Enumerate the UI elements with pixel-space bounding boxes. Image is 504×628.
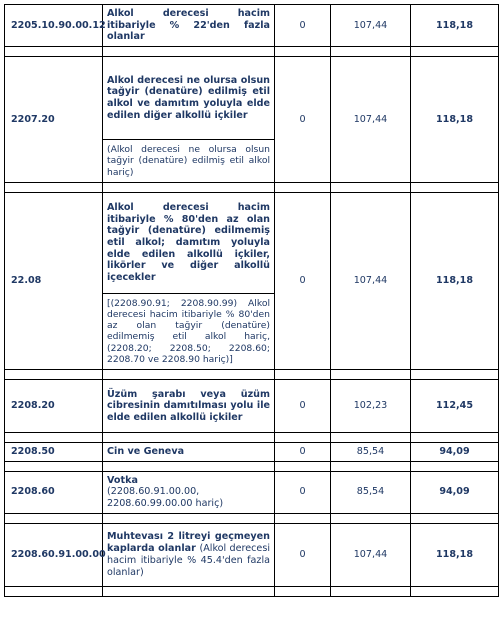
table-row (5, 523, 499, 586)
total-value: 118,18 (411, 192, 499, 369)
gtip-code: 2208.60 (5, 471, 103, 513)
spacer-row (5, 586, 499, 596)
spacer-row (5, 513, 499, 523)
rate-value: 0 (275, 380, 331, 433)
total-value: 112,45 (411, 380, 499, 433)
item-name: Votka (107, 474, 138, 486)
spacer-row (5, 182, 499, 192)
amount-value: 102,23 (331, 380, 411, 433)
amount-value: 85,54 (331, 443, 411, 462)
item-exclusion-note: (Alkol derecesi ne olursa olsun tağyir (denatüre) edilmiş etil alkol hariç) (103, 140, 275, 183)
gtip-code: 2208.20 (5, 380, 103, 433)
item-description (103, 523, 275, 586)
item-exclusion-note: (Alkol derecesi hacim itibariyle % 45.4'den fazla olanlar) (107, 543, 270, 578)
item-name: Muhtevası 2 litreyi geçmeyen kaplarda olanlar (107, 531, 270, 555)
spacer-row (5, 433, 499, 443)
table-row (5, 57, 499, 140)
tariff-table (4, 4, 499, 597)
spacer-row (5, 47, 499, 57)
votka-line (107, 475, 270, 487)
rate-value: 0 (275, 57, 331, 183)
item-description: Alkol derecesi hacim itibariyle % 22'den fazla olanlar (103, 5, 275, 47)
total-value: 118,18 (411, 5, 499, 47)
gtip-code: 2207.20 (5, 57, 103, 183)
amount-value: 107,44 (331, 192, 411, 369)
item-description: Alkol derecesi hacim itibariyle % 80'den az olan tağyir (denatüre) edilmemiş etil alkol; damıtım yoluyla elde edilen alkollü içkiler, likörler ve diğer alkollü içecekler (103, 192, 275, 293)
table-row (5, 5, 499, 47)
gtip-code: 2208.50 (5, 443, 103, 462)
spacer-row (5, 461, 499, 471)
rate-value: 0 (275, 443, 331, 462)
amount-value: 107,44 (331, 523, 411, 586)
item-description (103, 471, 275, 513)
rate-value: 0 (275, 5, 331, 47)
table-row (5, 443, 499, 462)
total-value: 94,09 (411, 471, 499, 513)
amount-value: 107,44 (331, 5, 411, 47)
table-row (5, 471, 499, 513)
rate-value: 0 (275, 523, 331, 586)
gtip-code: 2205.10.90.00.12 (5, 5, 103, 47)
rate-value: 0 (275, 471, 331, 513)
amount-value: 85,54 (331, 471, 411, 513)
total-value: 118,18 (411, 57, 499, 183)
table-row (5, 380, 499, 433)
item-description: Üzüm şarabı veya üzüm cibresinin damıtılması yolu ile elde edilen alkollü içkiler (103, 380, 275, 433)
gtip-code: 2208.60.91.00.00 (5, 523, 103, 586)
total-value: 118,18 (411, 523, 499, 586)
item-exclusion-note: [(2208.90.91; 2208.90.99) Alkol derecesi hacim itibariyle % 80'den az olan tağyir (denatüre) edilmemiş etil alkol hariç, (2208.20; 2208.50; 2208.60; 2208.70 ve 2208.90 hariç)] (103, 293, 275, 369)
gtip-code: 22.08 (5, 192, 103, 369)
table-row (5, 192, 499, 293)
rate-value: 0 (275, 192, 331, 369)
item-description: Alkol derecesi ne olursa olsun tağyir (denatüre) edilmiş etil alkol ve damıtım yoluyla elde edilen diğer alkollü içkiler (103, 57, 275, 140)
item-exclusion-note: (2208.60.91.00.00, 2208.60.99.00.00 hariç) (107, 486, 224, 510)
total-value: 94,09 (411, 443, 499, 462)
spacer-row (5, 370, 499, 380)
item-description: Cin ve Geneva (103, 443, 275, 462)
amount-value: 107,44 (331, 57, 411, 183)
